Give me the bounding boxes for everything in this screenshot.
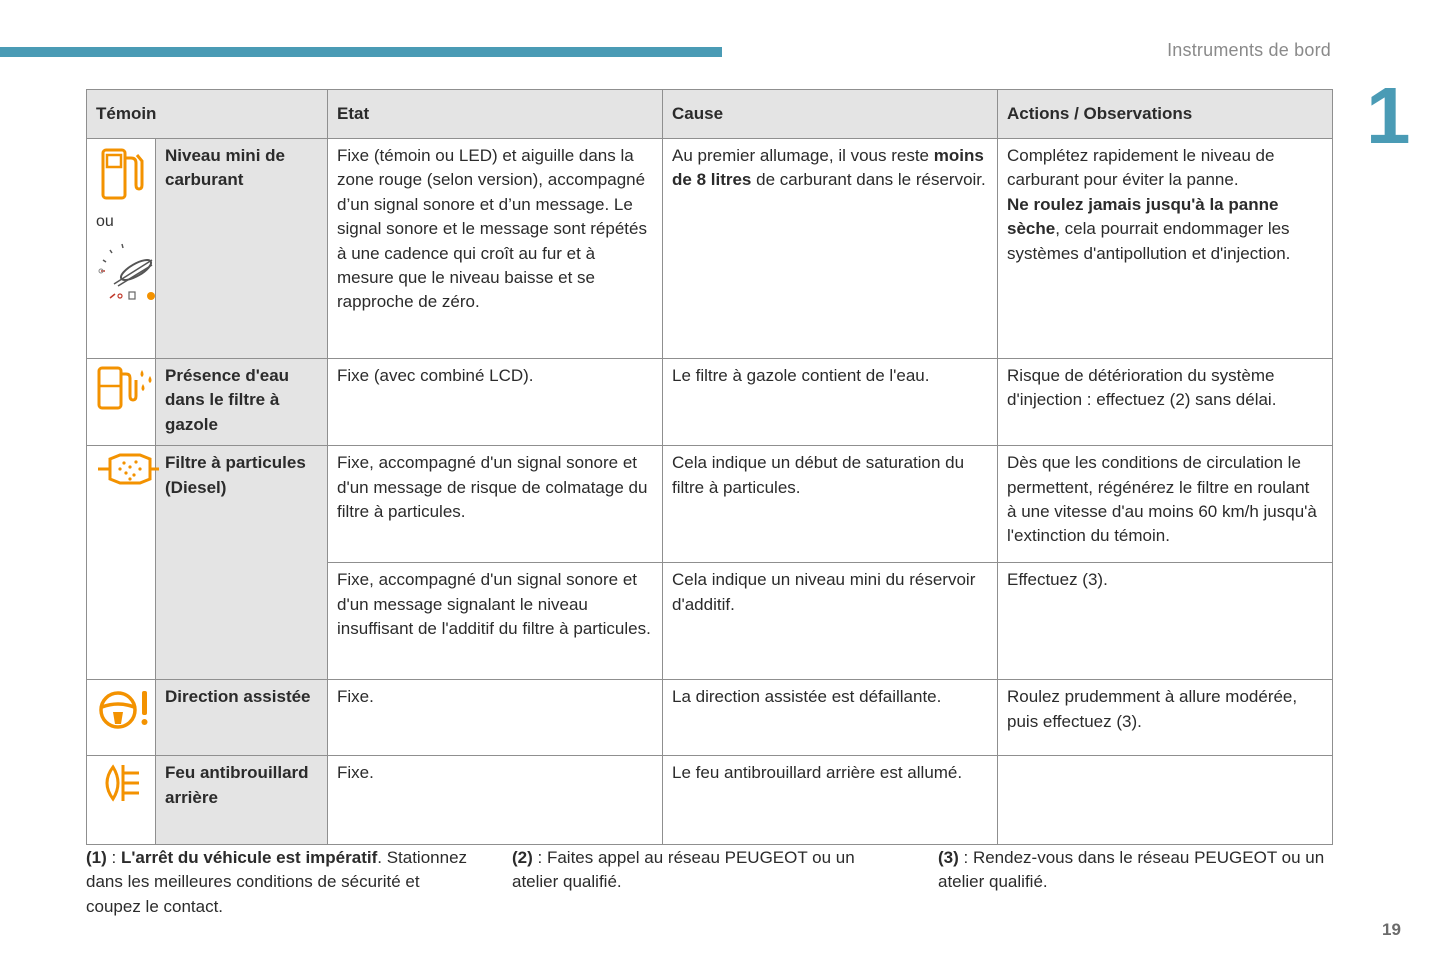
particulate-name: Filtre à particules (Diesel) <box>156 446 328 680</box>
foglight-cause: Le feu antibrouillard arrière est allumé. <box>663 756 998 845</box>
water-in-diesel-icon <box>96 364 156 410</box>
steering-icon-cell <box>87 680 156 756</box>
footnote-1-sep: : <box>106 848 121 867</box>
table-header-row <box>87 90 1333 139</box>
steering-etat: Fixe. <box>328 680 663 756</box>
foglight-action <box>998 756 1333 845</box>
footnote-1-number: (1) <box>86 848 107 867</box>
water-icon-cell <box>87 359 156 446</box>
footnote-1-bold: L'arrêt du véhicule est impératif <box>120 848 378 867</box>
water-name: Présence d'eau dans le filtre à gazole <box>156 359 328 446</box>
fuel-name: Niveau mini de carburant <box>156 139 328 359</box>
header-etat: Etat <box>328 90 663 139</box>
or-label: ou <box>96 213 114 230</box>
fuel-gauge-icon <box>96 240 158 302</box>
steering-cause: La direction assistée est défaillante. <box>663 680 998 756</box>
footnote-2 <box>512 846 902 895</box>
table-row <box>87 680 1333 756</box>
steering-action: Roulez prudemment à allure modérée, puis effectuez (3). <box>998 680 1333 756</box>
particulate-etat-1: Fixe, accompagné d'un signal sonore et d'un message de risque de colmatage du filtre à particules. <box>328 446 663 563</box>
particulate-cause-2: Cela indique un niveau mini du réservoir d'additif. <box>663 563 998 680</box>
fuel-etat: Fixe (témoin ou LED) et aiguille dans la zone rouge (selon version), accompagné d’un signal sonore et d’un message. Le signal sonore et le message sont répétés à une cadence qui croît au fur et à mesure que le niveau baisse et se rapproche de zéro. <box>328 139 663 359</box>
table-row <box>87 756 1333 845</box>
rear-fog-light-icon <box>97 761 145 805</box>
chapter-number: 1 <box>1366 71 1411 160</box>
top-accent-bar <box>0 47 722 57</box>
particulate-cause-1: Cela indique un début de saturation du filtre à particules. <box>663 446 998 563</box>
header-temoin: Témoin <box>87 90 328 139</box>
header-actions: Actions / Observations <box>998 90 1333 139</box>
table-row <box>87 359 1333 446</box>
table-row <box>87 139 1333 359</box>
particulate-etat-2: Fixe, accompagné d'un signal sonore et d'un message signalant le niveau insuffisant de l'additif du filtre à particules. <box>328 563 663 680</box>
page-number: 19 <box>1382 920 1401 939</box>
fuel-action-text-end: , cela pourrait endommager les systèmes d'antipollution et d'injection. <box>1007 219 1291 263</box>
water-etat: Fixe (avec combiné LCD). <box>328 359 663 446</box>
fuel-icon-cell <box>87 139 156 359</box>
table-row <box>87 446 1333 563</box>
foglight-icon-cell <box>87 756 156 845</box>
header-cause: Cause <box>663 90 998 139</box>
fuel-action-text: Complétez rapidement le niveau de carburant pour éviter la panne. <box>1007 146 1275 190</box>
fuel-cause-text: Au premier allumage, il vous reste <box>672 146 930 165</box>
footnote-2-text: : Faites appel au réseau PEUGEOT ou un atelier qualifié. <box>512 848 855 892</box>
fuel-cause-text-end: de carburant dans le réservoir. <box>756 170 986 190</box>
particulate-action-2: Effectuez (3). <box>998 563 1333 680</box>
foglight-etat: Fixe. <box>328 756 663 845</box>
fuel-cause <box>663 139 998 359</box>
footnote-3 <box>938 846 1328 895</box>
particulate-icon-cell <box>87 446 156 680</box>
water-action: Risque de détérioration du système d'injection : effectuez (2) sans délai. <box>998 359 1333 446</box>
footnote-3-text: : Rendez-vous dans le réseau PEUGEOT ou un atelier qualifié. <box>938 848 1325 892</box>
section-title: Instruments de bord <box>1167 40 1331 60</box>
fuel-cause-bold: moins de 8 litres <box>672 146 984 190</box>
steering-name: Direction assistée <box>156 680 328 756</box>
footnote-3-number: (3) <box>938 848 959 867</box>
fuel-action-bold: Ne roulez jamais jusqu'à la panne sèche <box>1007 194 1279 239</box>
steering-warning-icon <box>96 685 152 731</box>
foglight-name: Feu antibrouillard arrière <box>156 756 328 845</box>
footnote-2-number: (2) <box>512 848 533 867</box>
fuel-action <box>998 139 1333 359</box>
warning-lights-table <box>86 89 1333 845</box>
particulate-filter-icon <box>96 451 160 487</box>
footnote-1 <box>86 846 476 919</box>
fuel-pump-icon <box>97 144 145 202</box>
footnote-1-text: . Stationnez dans les meilleures conditions de sécurité et coupez le contact. <box>86 848 468 916</box>
particulate-action-1: Dès que les conditions de circulation le permettent, régénérez le filtre en roulant à une vitesse d'au moins 60 km/h jusqu'à l'extinction du témoin. <box>998 446 1333 563</box>
water-cause: Le filtre à gazole contient de l'eau. <box>663 359 998 446</box>
